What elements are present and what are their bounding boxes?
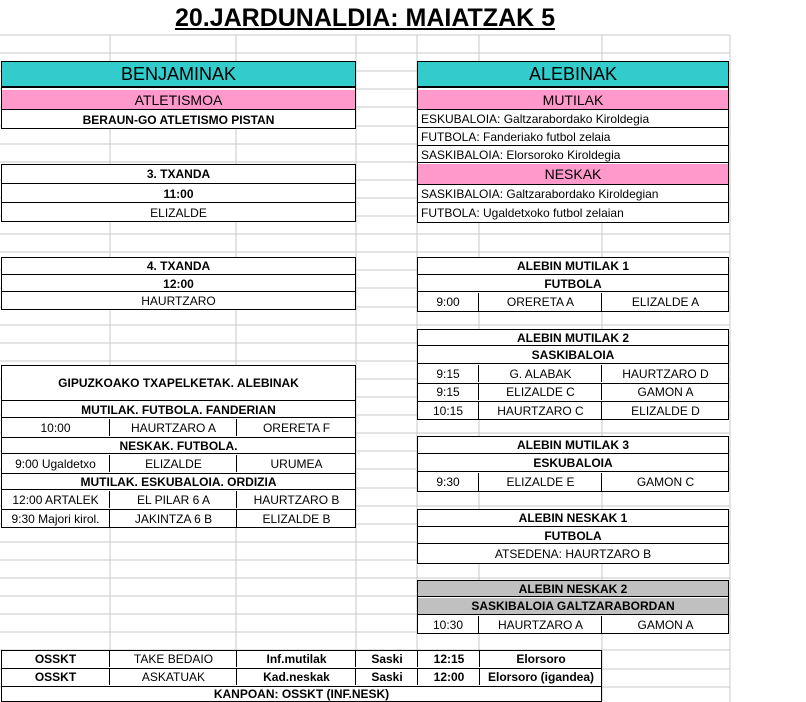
futbola-neskak-header: NESKAK. FUTBOLA. [2,438,355,454]
futbola-mutilak-row [2,419,355,438]
home-team: EL PILAR 6 A [111,491,237,508]
match-time: 10:00 [2,419,110,436]
mutilak3-sport: ESKUBALOIA [418,455,728,472]
benjaminak-venue: BERAUN-GO ATLETISMO PISTAN [82,112,275,127]
neskak-venue: SASKIBALOIA: Galtzarabordako Kiroldegian [418,186,728,203]
home-team: ELIZALDE [111,455,237,472]
mutilak2-row [418,402,728,419]
osskt-row [2,669,601,687]
club: OSSKT [2,651,110,667]
alebinak-header: ALEBINAK [418,62,728,88]
away-team: GAMON A [637,617,694,632]
away-team: ELIZALDE B [262,511,331,526]
page-title: 20.JARDUNALDIA: MAIATZAK 5 [174,3,556,32]
opponent: TAKE BEDAIO [111,651,237,667]
away-team: HAURTZARO B [253,492,340,507]
mutilak1-title: ALEBIN MUTILAK 1 [418,258,728,275]
away-team: ELIZALDE D [631,403,700,418]
mutilak2-row [418,365,728,384]
txanda3-title: 3. TXANDA [2,165,355,184]
away-team: HAURTZARO D [622,366,709,381]
mutilak3-title: ALEBIN MUTILAK 3 [418,437,728,454]
eskubaloia-row [2,491,355,510]
neskak2-title: ALEBIN NESKAK 2 [418,581,728,597]
home-team: G. ALABAK [480,365,602,382]
txanda3-time: 11:00 [2,185,355,203]
sport: Saski [357,651,418,667]
away-team: GAMON A [637,385,694,399]
futbola-neskak-row [2,455,355,474]
match-time: 9:30 [418,473,479,491]
txanda4-title: 4. TXANDA [2,258,355,275]
eskubaloia-header: MUTILAK. ESKUBALOIA. ORDIZIA [2,474,355,490]
match-time: 10:15 [418,402,479,419]
benjaminak-header: BENJAMINAK [2,62,355,88]
mutilak-venue: FUTBOLA: Fanderiako futbol zelaia [418,129,728,146]
match-time: 9:00 [418,293,479,311]
mutilak-subheader: MUTILAK [418,90,728,110]
away-team: GAMON C [636,475,695,489]
mutilak2-row [418,384,728,402]
neskak1-sport: FUTBOLA [418,528,728,544]
txanda4-team: HAURTZARO [141,294,216,308]
neskak-venue: FUTBOLA: Ugaldetxoko futbol zelaian [421,206,624,220]
home-team: HAURTZARO A [480,616,602,633]
kanpoan-note: KANPOAN: OSSKT (INF.NESK) [213,687,390,701]
mutilak1-row [418,293,728,311]
neskak-subheader: NESKAK [418,164,728,185]
txanda3-team: ELIZALDE [150,205,207,220]
mutilak-venue: SASKIBALOIA: Elorsoroko Kiroldegia [418,147,728,163]
home-team: ELIZALDE C [480,384,602,400]
venue: Elorsoro (igandea) [487,670,594,684]
match-time: 12:15 [419,651,480,667]
match-time: 10:30 [418,616,479,633]
neskak1-note: ATSEDENA: HAURTZARO B [494,547,652,561]
futbola-mutilak-header: MUTILAK. FUTBOLA. FANDERIAN [2,402,355,418]
match-time: 9:00 Ugaldetxo [2,455,110,472]
atletismoa-subheader: ATLETISMOA [2,90,355,110]
gipuzkoa-title: GIPUZKOAKO TXAPELKETAK. ALEBINAK [2,366,355,401]
away-team: ORERETA F [262,420,331,435]
match-time: 12:00 ARTALEK [2,491,110,508]
category: Inf.mutilak [238,651,356,667]
home-team: ELIZALDE E [480,473,602,491]
home-team: HAURTZARO A [111,419,237,436]
mutilak2-sport: SASKIBALOIA [418,347,728,364]
opponent: ASKATUAK [111,669,237,685]
neskak2-row [418,616,728,633]
home-team: ORERETA A [480,293,602,311]
home-team: HAURTZARO C [480,402,602,419]
home-team: JAKINTZA 6 B [111,510,237,527]
away-team: ELIZALDE A [631,295,700,309]
match-time: 9:15 [418,365,479,382]
match-time: 9:30 Majori kirol. [2,510,110,527]
neskak2-sport: SASKIBALOIA GALTZARABORDAN [418,598,728,615]
txanda4-time: 12:00 [2,276,355,292]
mutilak2-title: ALEBIN MUTILAK 2 [418,330,728,346]
category: Kad.neskak [238,669,356,685]
venue: Elorsoro [516,652,566,666]
eskubaloia-row [2,510,355,527]
club: OSSKT [2,669,110,685]
mutilak-venue: ESKUBALOIA: Galtzarabordako Kiroldegia [418,111,728,128]
mutilak3-row [418,473,728,491]
sport: Saski [357,669,418,685]
away-team: URUMEA [270,456,323,471]
match-time: 12:00 [419,669,480,685]
match-time: 9:15 [418,384,479,400]
mutilak1-sport: FUTBOLA [418,276,728,292]
osskt-row [2,651,601,669]
neskak1-title: ALEBIN NESKAK 1 [418,510,728,527]
